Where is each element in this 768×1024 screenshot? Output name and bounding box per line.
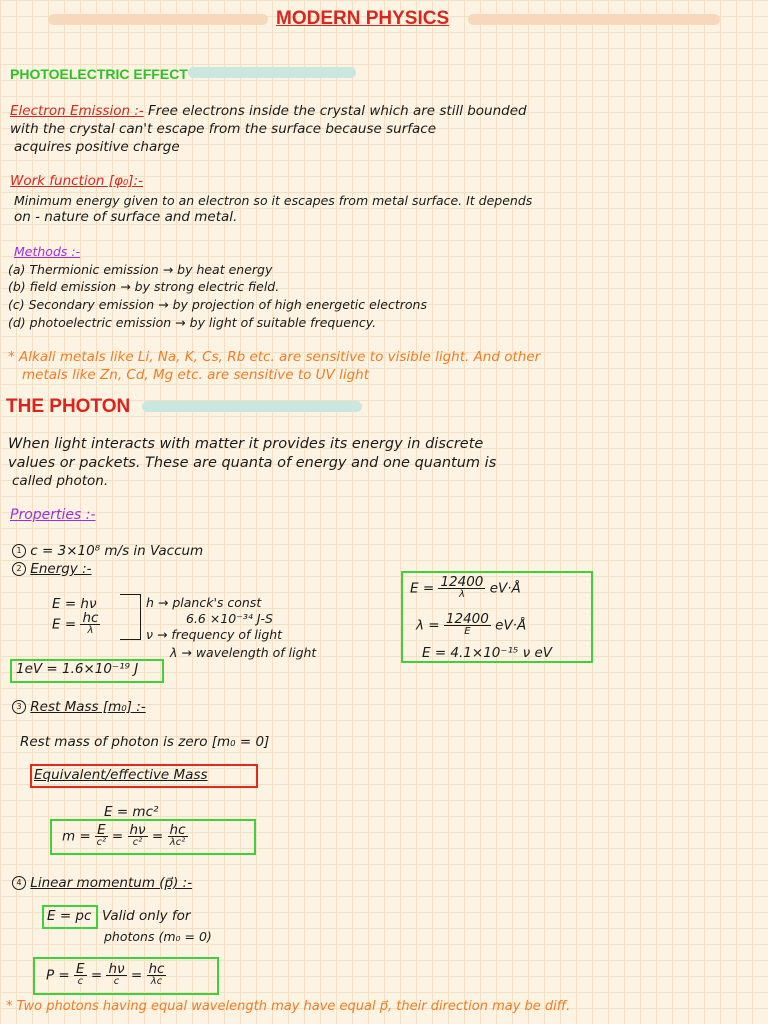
e-mc2: E = mc² <box>104 804 159 820</box>
box-l-unit: eV·Å <box>495 617 527 634</box>
m-f3-num: hc <box>169 822 186 838</box>
e-eq-left: E = <box>52 616 77 633</box>
box-e-fraction <box>438 576 485 601</box>
method-c: (c) Secondary emission → by projection of high energetic electrons <box>8 297 427 312</box>
m-f1-den: c² <box>96 837 107 848</box>
number-circle-2: 2 <box>12 562 26 576</box>
box-e-den: λ <box>458 589 465 600</box>
box-l-fraction <box>444 613 491 638</box>
fraction-hc-over-lambda <box>80 612 100 637</box>
e-pc: E = pc <box>47 908 92 924</box>
frac-den: λ <box>87 625 94 636</box>
m-f3-den: λc² <box>169 837 186 848</box>
page-title: MODERN PHYSICS <box>276 8 450 29</box>
valid-line-1: Valid only for <box>102 908 191 924</box>
emission-label: Electron Emission :- <box>10 103 144 119</box>
planck-const-def: h → planck's const <box>146 595 262 610</box>
wavelength-def: λ → wavelength of light <box>170 645 317 660</box>
m-f1-num: E <box>97 822 106 838</box>
mass-formula <box>62 824 188 849</box>
p-f1-den: c <box>77 976 84 987</box>
property-energy <box>12 561 92 578</box>
property-momentum <box>12 875 192 892</box>
m-f2-den: c² <box>132 837 143 848</box>
photon-intro-line-1: When light interacts with matter it provides its energy in discrete <box>8 436 484 452</box>
box-l-den: E <box>464 626 471 637</box>
rest-mass-label: Rest Mass [m₀] :- <box>30 699 146 715</box>
number-circle-3: 3 <box>12 700 26 714</box>
work-function-line-2: on - nature of surface and metal. <box>14 209 238 225</box>
emission-text-1: Free electrons inside the crystal which are still bounded <box>148 103 527 119</box>
method-a: (a) Thermionic emission → by heat energy <box>8 262 273 277</box>
eq-sign-4: = <box>130 967 143 984</box>
eq-sign-1: = <box>111 828 124 845</box>
energy-bracket <box>120 594 141 640</box>
m-frac-2 <box>128 824 148 849</box>
box-l-num: 12400 <box>445 611 489 627</box>
p-frac-3 <box>147 963 167 988</box>
valid-line-2: photons (m₀ = 0) <box>104 929 212 944</box>
emission-line-3: acquires positive charge <box>14 139 180 155</box>
section-heading-photon: THE PHOTON <box>6 396 131 417</box>
property-speed <box>12 543 203 560</box>
box-wavelength-formula <box>416 613 526 638</box>
momentum-label: Linear momentum (p⃗) :- <box>30 875 193 891</box>
eq-sign-3: = <box>90 967 103 984</box>
rest-mass-text: Rest mass of photon is zero [m₀ = 0] <box>20 734 270 750</box>
methods-label: Methods :- <box>14 244 81 259</box>
box-l-left: λ = <box>416 617 440 634</box>
equivalent-mass-label: Equivalent/effective Mass <box>34 767 208 783</box>
emission-line-1 <box>10 103 527 120</box>
method-d: (d) photoelectric emission → by light of suitable frequency. <box>8 315 377 330</box>
p-f1-num: E <box>76 961 85 977</box>
energy-label: Energy :- <box>30 561 92 577</box>
p-f2-num: hν <box>108 961 125 977</box>
emission-line-2: with the crystal can't escape from the surface because surface <box>10 121 437 137</box>
alkali-note-line-1: * Alkali metals like Li, Na, K, Cs, Rb etc. are sensitive to visible light. And other <box>8 349 541 365</box>
box-energy-formula <box>410 576 521 601</box>
eq-sign-2: = <box>151 828 164 845</box>
frequency-def: ν → frequency of light <box>146 627 283 642</box>
m-left: m = <box>62 828 91 845</box>
title-highlight-left <box>48 14 268 25</box>
number-circle-1: 1 <box>12 544 26 558</box>
box-e-left: E = <box>410 580 435 597</box>
box-e-num: 12400 <box>440 574 484 590</box>
heading-highlight <box>188 67 356 78</box>
title-highlight-right <box>468 14 720 25</box>
alkali-note-line-2: metals like Zn, Cd, Mg etc. are sensitive to UV light <box>22 367 369 383</box>
section-heading-photoelectric: PHOTOELECTRIC EFFECT <box>10 66 188 82</box>
p-frac-1 <box>74 963 87 988</box>
energy-e-hv: E = hν <box>52 596 97 612</box>
p-frac-2 <box>106 963 126 988</box>
ev-conversion: 1eV = 1.6×10⁻¹⁹ J <box>16 661 139 677</box>
m-f2-num: hν <box>129 822 146 838</box>
p-f3-den: λc <box>150 976 163 987</box>
box-energy-frequency: E = 4.1×10⁻¹⁵ ν eV <box>422 645 552 661</box>
photon-intro-line-2: values or packets. These are quanta of energy and one quantum is <box>8 455 497 471</box>
number-circle-4: 4 <box>12 876 26 890</box>
energy-e-hc <box>52 612 100 637</box>
photon-intro-line-3: called photon. <box>12 473 109 489</box>
method-b: (b) field emission → by strong electric field. <box>8 279 280 294</box>
p-f3-num: hc <box>148 961 165 977</box>
work-function-line-1: Minimum energy given to an electron so it escapes from metal surface. It depends <box>14 193 533 208</box>
m-frac-3 <box>168 824 188 849</box>
speed-text: c = 3×10⁸ m/s in Vaccum <box>30 543 204 559</box>
property-rest-mass <box>12 699 146 716</box>
work-function-label: Work function [φ₀]:- <box>10 173 143 189</box>
properties-label: Properties :- <box>10 507 96 523</box>
frac-num: hc <box>82 610 99 626</box>
momentum-formula <box>46 963 166 988</box>
photon-heading-highlight <box>142 401 362 412</box>
m-frac-1 <box>95 824 108 849</box>
planck-const-value: 6.6 ×10⁻³⁴ J-S <box>186 611 273 626</box>
footer-note: * Two photons having equal wavelength may have equal p⃗, their direction may be diff. <box>6 999 571 1014</box>
p-f2-den: c <box>113 976 120 987</box>
p-left: P = <box>46 967 70 984</box>
box-e-unit: eV·Å <box>489 580 521 597</box>
